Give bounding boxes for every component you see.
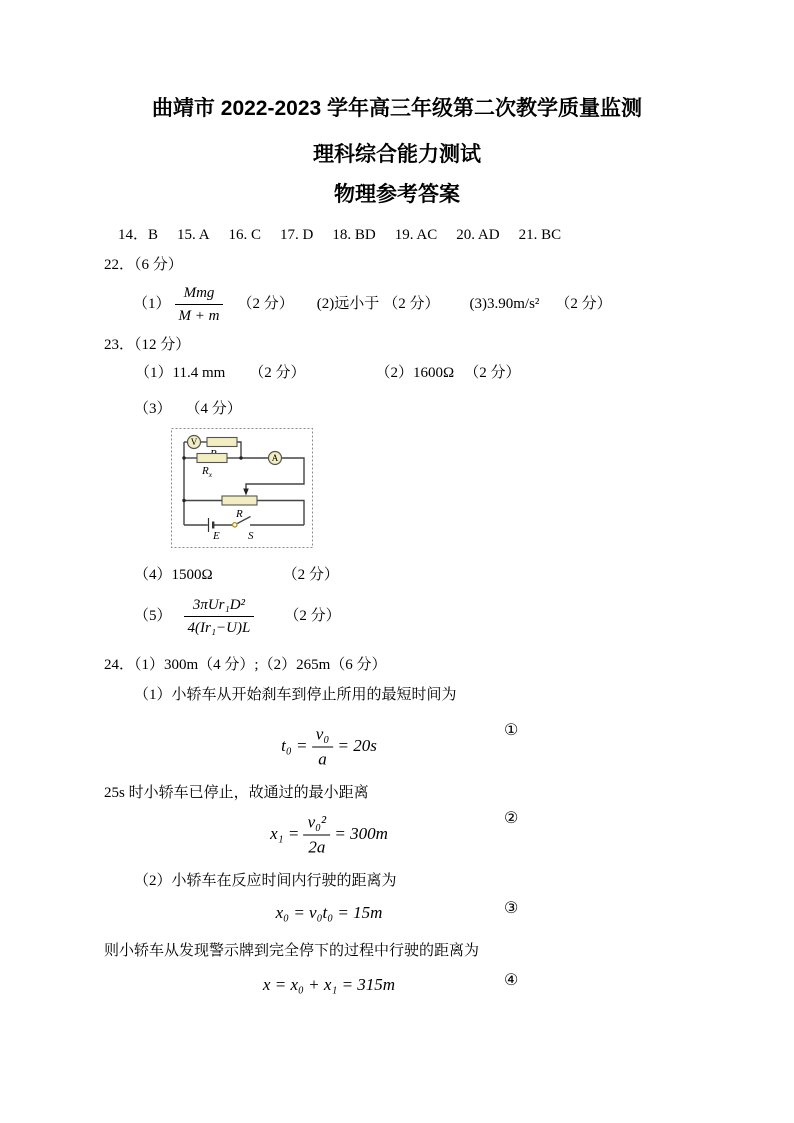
fraction-numerator: v₀² [304,812,331,836]
formula-x1: x₁ = $\frac{\text{v₀²}}{2a}$ = 300m [270,812,388,857]
question-22-header: 22．（6 分） [104,257,183,273]
voltmeter-label: V [190,437,198,448]
fraction-denominator: M + m [178,307,220,324]
mcq-answer: 18. BD [332,227,376,243]
q23-part1-score: （2 分） [249,365,306,381]
multiple-choice-answers [118,224,754,246]
q22-part1-label: （1） [133,296,171,312]
circuit-svg [171,428,313,548]
ammeter-label: A [271,453,279,464]
q24-step2-text: 25s 时小轿车已停止，故通过的最小距离 [104,785,369,801]
equation-number-1: ① [504,722,519,739]
q23-part3-label: （3） [134,401,172,417]
formula-x0: x₀ = v₀t₀ = 15m [275,903,383,922]
switch-pivot-icon [233,523,237,527]
q24-formula-2 [104,808,754,862]
resistor-r1-icon [207,438,237,447]
mcq-answer: 17. D [280,227,314,243]
equation-number-4: ④ [504,972,519,989]
q24-step4-text: 则小轿车从发现警示牌到完全停下的过程中行驶的距离为 [104,943,480,959]
junction-dots [182,456,242,502]
q22-part1-fraction [175,283,224,326]
q22-part2-answer: (2)远小于 [316,296,380,312]
question-23-header: 23．（12 分） [104,337,191,353]
q23-part4-score: （2 分） [282,567,339,583]
q22-part2-score: （2 分） [383,296,440,312]
question-23-part-5 [104,592,754,640]
q23-part5-score: （2 分） [284,608,341,624]
rheostat-label: R [236,508,243,520]
q24-formula-4 [104,970,754,1000]
slider-arrow-icon [243,489,249,496]
mcq-answer: 21. BC [518,227,562,243]
question-23-part-3 [104,398,754,420]
fraction-denominator: 4(Ir₁−U)L [187,619,251,636]
fraction-numerator: 3πUr₁D² [184,595,255,617]
question-23-parts-1-2 [104,362,754,384]
q23-part2-answer: （2）1600Ω [375,365,455,381]
q23-part4-answer: （4）1500Ω [134,567,213,583]
resistor-rx-label: $R_x$ [202,465,213,479]
fraction-denominator: 2a [308,837,326,857]
question-22-answers [104,280,754,328]
q23-part5-label: （5） [134,608,172,624]
resistor-rx-icon [197,454,227,463]
q24-step3-text: （2）小轿车在反应时间内行驶的距离为 [134,873,397,889]
rheostat-icon [222,496,257,505]
formula-x-total: x = x₀ + x₁ = 315m [262,975,396,994]
q22-part3-score: （2 分） [555,296,612,312]
mcq-answer: 20. AD [456,227,500,243]
fraction-numerator: Mmg [175,283,224,305]
subject-title: 理科综合能力测试 [313,143,481,166]
battery-label: E [213,530,220,542]
answer-key-title: 物理参考答案 [334,183,460,206]
q23-part2-score: （2 分） [464,365,521,381]
mcq-answer: 15. A [177,227,210,243]
q22-part1-score: （2 分） [237,296,294,312]
q23-part5-fraction [184,595,255,638]
q23-part1-answer: （1）11.4 mm [135,365,226,381]
fraction-denominator: a [318,749,327,769]
formula-fraction [312,724,333,771]
equation-number-3: ③ [504,900,519,917]
formula-t0: t₀ = $\frac{\text{v₀}}{a}$ = 20s [281,724,377,769]
equation-number-2: ② [504,810,519,827]
q24-step1-text: （1）小轿车从开始刹车到停止所用的最短时间为 [134,687,457,703]
q22-part3-answer: (3)3.90m/s² [469,296,540,312]
exam-title: 曲靖市 2022-2023 学年高三年级第二次教学质量监测 [151,97,643,120]
formula-fraction [304,812,331,859]
mcq-answer: 14．B [118,227,159,243]
q23-part3-score: （4 分） [185,401,242,417]
mcq-answer: 19. AC [394,227,438,243]
question-23-part-4 [104,564,754,586]
question-24-header: 24．（1）300m（4 分）;（2）265m（6 分） [104,657,387,673]
circuit-diagram [171,428,313,548]
q24-formula-1 [104,720,754,774]
mcq-answer: 16. C [228,227,262,243]
switch-label: S [248,530,254,542]
fraction-numerator: v₀ [312,724,333,748]
q24-formula-3 [104,898,754,928]
